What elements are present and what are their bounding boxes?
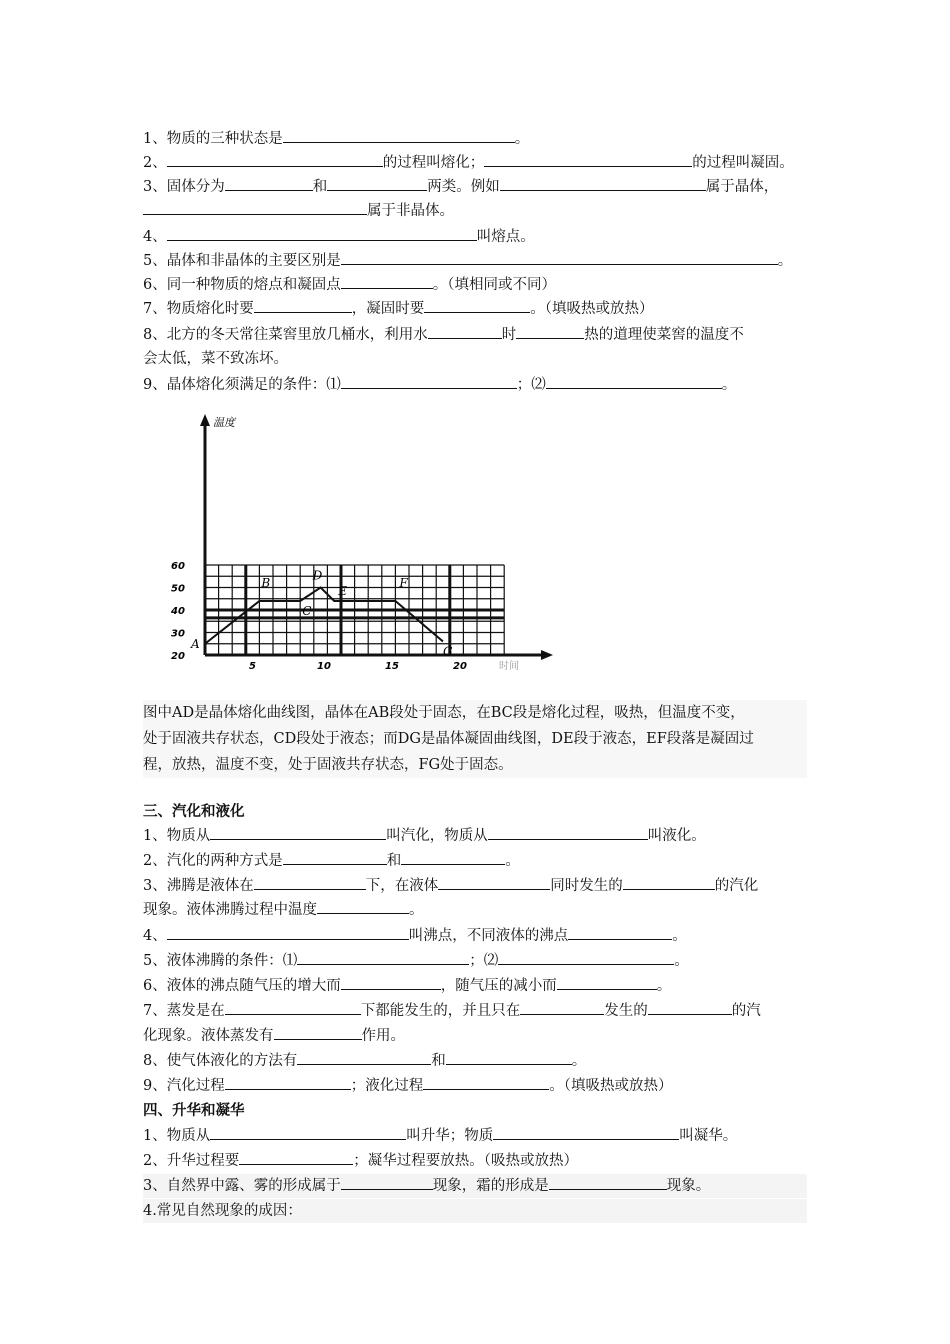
question-9 [143, 373, 736, 397]
text: 5、晶体和非晶体的主要区别是 [143, 253, 341, 269]
text: 属于非晶体。 [367, 203, 454, 219]
answer-blank[interactable] [254, 874, 366, 890]
text: 叫熔点。 [476, 229, 535, 245]
point-label: A [191, 636, 200, 651]
text: 下都能发生的，并且只在 [360, 1003, 521, 1019]
text: 。 [514, 131, 530, 147]
text: 2、 [143, 155, 167, 171]
answer-blank[interactable] [167, 225, 477, 241]
text: 作用。 [361, 1028, 405, 1044]
explanation-line: 图中AD是晶体熔化曲线图，晶体在AB段处于固态，在BC段是熔化过程，吸热，但温度不变， [143, 705, 745, 721]
answer-blank[interactable] [297, 949, 469, 965]
question-4-3 [143, 1174, 807, 1198]
question-3-9 [143, 1074, 672, 1098]
text: 。 [571, 1053, 587, 1069]
answer-blank[interactable] [274, 1024, 362, 1040]
answer-blank[interactable] [493, 1124, 679, 1140]
text: ；凝华过程要放热。（吸热或放热） [353, 1153, 578, 1169]
text: 的汽化 [714, 878, 759, 894]
question-3-5 [143, 949, 689, 973]
question-1 [143, 127, 529, 151]
text: 叫升华；物质 [406, 1128, 494, 1144]
question-3-1 [143, 824, 706, 848]
text: 3、自然界中露、雾的形成属于 [143, 1178, 341, 1194]
question-8-cont [143, 347, 288, 371]
question-7 [143, 297, 653, 321]
answer-blank[interactable] [488, 824, 648, 840]
question-8 [143, 323, 744, 347]
question-3-3 [143, 874, 758, 898]
text: 同时发生的 [550, 878, 623, 894]
text: 3、沸腾是液体在 [143, 878, 254, 894]
text: 。（填吸热或放热） [530, 301, 654, 317]
chart-explanation [143, 700, 807, 778]
answer-blank[interactable] [341, 273, 433, 289]
answer-blank[interactable] [648, 999, 732, 1015]
answer-blank[interactable] [438, 874, 550, 890]
question-3-2 [143, 849, 520, 873]
text: 叫沸点，不同液体的沸点 [408, 928, 569, 944]
text: 1、物质从 [143, 1128, 211, 1144]
y-axis-label: 温度 [213, 416, 235, 429]
answer-blank[interactable] [446, 1049, 572, 1065]
text: 2、汽化的两种方式是 [143, 853, 283, 869]
y-axis-arrow [200, 414, 210, 426]
answer-blank[interactable] [327, 175, 427, 191]
question-3-6 [143, 974, 671, 998]
text: 和 [431, 1053, 446, 1069]
melting-curve-chart [159, 410, 559, 675]
answer-blank[interactable] [500, 175, 706, 191]
x-tick-label: 20 [453, 661, 467, 672]
question-3-7-cont [143, 1024, 405, 1048]
text: 叫汽化，物质从 [386, 828, 488, 844]
question-4-4 [143, 1199, 807, 1223]
question-3-7 [143, 999, 761, 1023]
text: 叫凝华。 [679, 1128, 738, 1144]
answer-blank[interactable] [317, 898, 409, 914]
answer-blank[interactable] [516, 323, 584, 339]
text: 。 [656, 978, 672, 994]
y-tick-label: 20 [171, 651, 185, 662]
question-4-1 [143, 1124, 737, 1148]
answer-blank[interactable] [520, 999, 604, 1015]
text: 1、物质的三种状态是 [143, 131, 283, 147]
x-axis-arrow [541, 650, 553, 660]
point-label: B [261, 576, 271, 590]
question-2 [143, 151, 794, 175]
answer-blank[interactable] [341, 974, 441, 990]
text: 3、固体分为 [143, 179, 225, 195]
x-axis-label: 时间 [499, 661, 519, 672]
answer-blank[interactable] [239, 1149, 353, 1165]
text: 下，在液体 [365, 878, 439, 894]
answer-blank[interactable] [210, 824, 386, 840]
answer-blank[interactable] [424, 297, 530, 313]
question-3-8 [143, 1049, 586, 1073]
answer-blank[interactable] [498, 949, 674, 965]
text: 发生的 [604, 1003, 648, 1019]
point-label: E [338, 584, 347, 598]
section-title: 四、升华和凝华 [143, 1102, 245, 1119]
text: 5、液体沸腾的条件：⑴ [143, 953, 298, 969]
question-4 [143, 225, 535, 249]
text: 时 [501, 327, 517, 343]
question-6 [143, 273, 556, 297]
point-label: G [443, 644, 453, 659]
text: 。（填吸热或放热） [549, 1078, 673, 1094]
text: 1、物质从 [143, 828, 211, 844]
y-tick-label: 50 [171, 583, 185, 595]
question-3-4 [143, 924, 687, 948]
section-title: 三、汽化和液化 [143, 803, 245, 820]
question-3 [143, 175, 778, 199]
text: 。 [674, 953, 689, 969]
answer-blank[interactable] [401, 849, 505, 865]
x-tick-label: 15 [385, 661, 399, 672]
answer-blank[interactable] [568, 924, 672, 940]
text: 化现象。液体蒸发有 [143, 1028, 274, 1044]
text: 的汽 [731, 1003, 761, 1019]
y-tick-label: 60 [171, 561, 185, 572]
question-5 [143, 249, 792, 273]
point-label: D [312, 568, 323, 583]
answer-blank[interactable] [341, 249, 778, 265]
text: 。 [672, 928, 687, 944]
text: 。 [505, 853, 520, 869]
answer-blank[interactable] [210, 1124, 406, 1140]
answer-blank[interactable] [623, 874, 715, 890]
answer-blank[interactable] [254, 297, 352, 313]
text: 9、汽化过程 [143, 1078, 225, 1094]
answer-blank[interactable] [167, 924, 409, 940]
answer-blank[interactable] [283, 849, 387, 865]
text: 。（填相同或不同） [432, 277, 556, 293]
text: 4、 [143, 928, 167, 944]
text: 的过程叫凝固。 [692, 155, 794, 171]
text: 的过程叫熔化； [382, 155, 485, 171]
x-tick-label: 5 [249, 661, 256, 672]
answer-blank[interactable] [225, 999, 361, 1015]
answer-blank[interactable] [167, 151, 383, 167]
point-label: C [302, 604, 312, 618]
text: 4、 [143, 229, 167, 245]
answer-blank[interactable] [557, 974, 657, 990]
answer-blank[interactable] [225, 1074, 351, 1090]
text: 7、物质熔化时要 [143, 301, 254, 317]
text: 热的道理使菜窖的温度不 [584, 327, 744, 343]
text: 和 [312, 179, 328, 195]
answer-blank[interactable] [484, 151, 692, 167]
text: 2、升华过程要 [143, 1153, 240, 1169]
text: 7、蒸发是在 [143, 1003, 225, 1019]
text: 现象。 [666, 1178, 711, 1194]
text: 会太低，菜不致冻坏。 [143, 351, 288, 367]
answer-blank[interactable] [297, 1049, 431, 1065]
text: 属于晶体， [705, 179, 779, 195]
y-tick-label: 40 [171, 606, 185, 617]
answer-blank[interactable] [225, 175, 313, 191]
text: 现象。液体沸腾过程中温度 [143, 902, 317, 918]
text: 叫液化。 [647, 828, 706, 844]
temperature-curve [205, 588, 443, 644]
x-tick-label: 10 [317, 661, 331, 672]
text: 4.常见自然现象的成因： [143, 1203, 302, 1219]
text: 6、液体的沸点随气压的增大而 [143, 978, 341, 994]
text: ；⑵ [469, 953, 499, 969]
text: 。 [409, 902, 424, 918]
y-tick-label: 30 [171, 628, 185, 640]
question-4-2 [143, 1149, 578, 1173]
text: 9、晶体熔化须满足的条件：⑴ [143, 377, 341, 393]
answer-blank[interactable] [549, 1174, 667, 1190]
text: ，凝固时要 [351, 301, 425, 317]
question-3-3-cont [143, 898, 424, 922]
text: ；⑵ [516, 377, 546, 393]
text: 6、同一种物质的熔点和凝固点 [143, 277, 341, 293]
answer-blank[interactable] [341, 1174, 433, 1190]
answer-blank[interactable] [283, 127, 515, 143]
text: 8、北方的冬天常往菜窖里放几桶水，利用水 [143, 327, 428, 343]
text: 。 [777, 253, 793, 269]
text: 和 [386, 853, 402, 869]
text: 两类。例如 [427, 179, 500, 195]
explanation-line: 处于固液共存状态，CD段处于液态；而DG是晶体凝固曲线图，DE段于液态，EF段落是凝固过 [143, 731, 754, 747]
point-label: F [399, 576, 408, 590]
explanation-line: 程，放热，温度不变，处于固液共存状态，FG处于固态。 [143, 757, 513, 773]
text: 8、使气体液化的方法有 [143, 1053, 298, 1069]
text: 现象，霜的形成是 [432, 1178, 549, 1194]
text: ，随气压的减小而 [440, 978, 557, 994]
answer-blank[interactable] [428, 323, 502, 339]
question-3-cont [143, 199, 454, 223]
answer-blank[interactable] [423, 1074, 549, 1090]
answer-blank[interactable] [341, 373, 517, 389]
answer-blank[interactable] [143, 199, 367, 215]
text: ；液化过程 [350, 1078, 424, 1094]
text: 。 [721, 377, 737, 393]
answer-blank[interactable] [546, 373, 722, 389]
